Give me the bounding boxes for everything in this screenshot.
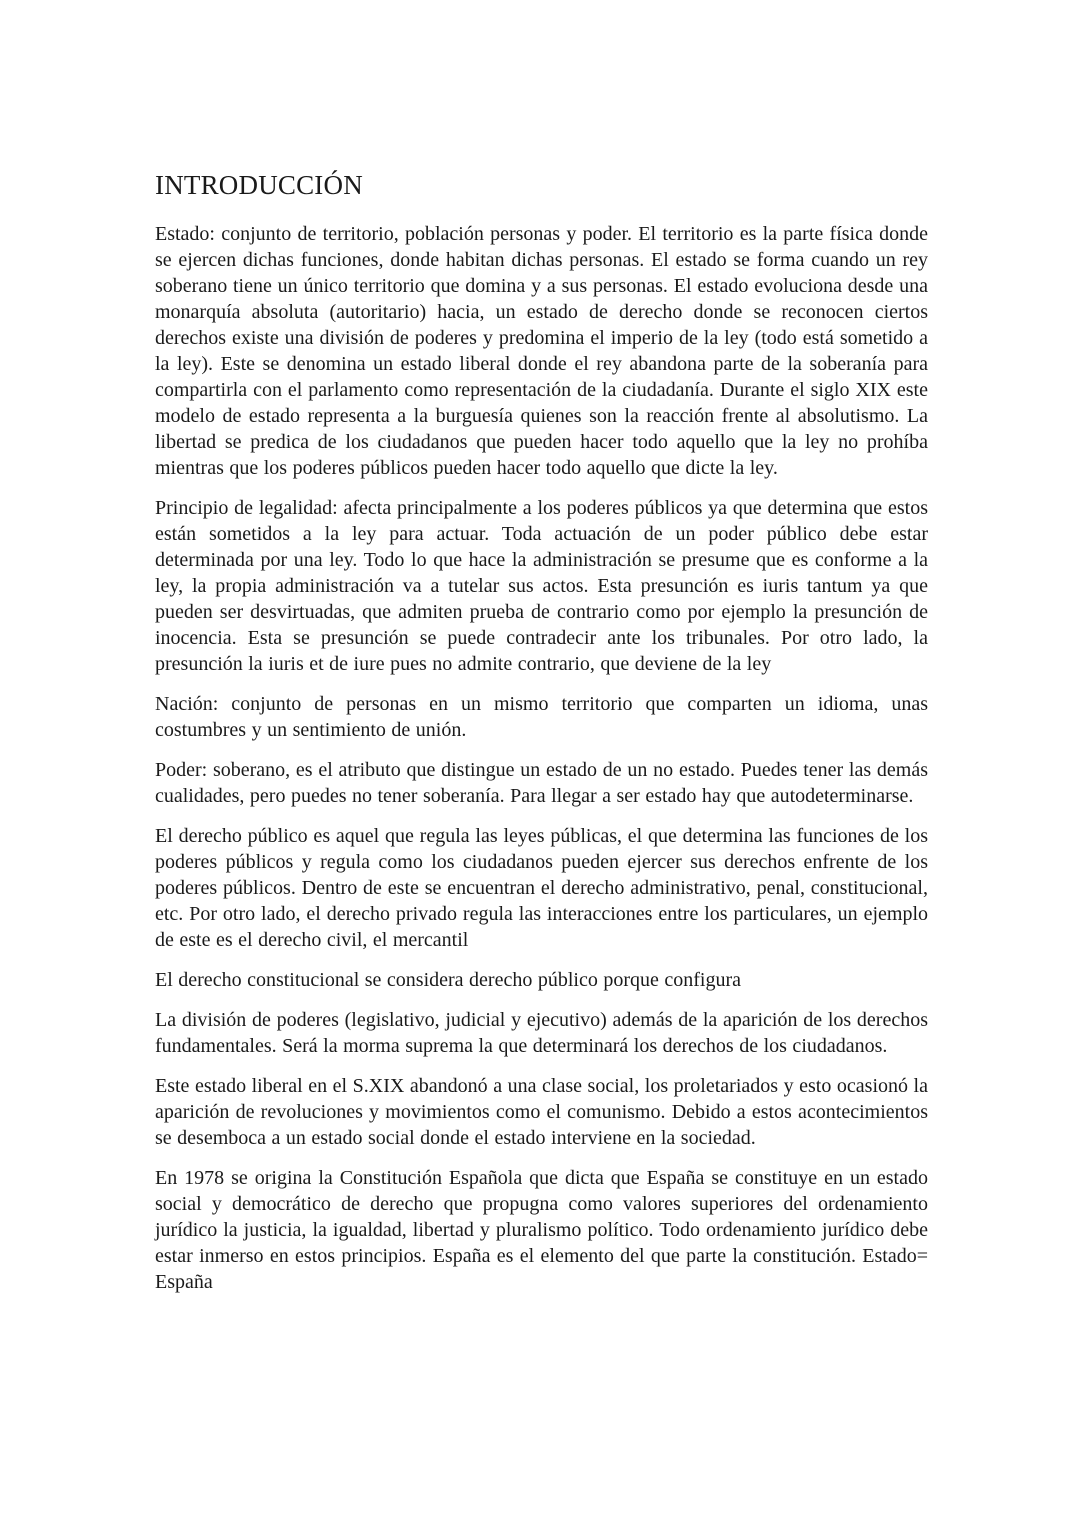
paragraph-estado: Estado: conjunto de territorio, población personas y poder. El territorio es la parte física donde se ejercen dichas funciones, donde habitan dichas personas. El estado se forma cuando un rey soberano tiene un único territorio que domina y a sus personas. El estado evoluciona desde una monarquía absoluta (autoritario) hacia, un estado de derecho donde se reconocen ciertos derechos existe una división de poderes y predomina el imperio de la ley (todo está sometido a la ley). Este se denomina un estado liberal donde el rey abandona parte de la soberanía para compartirla con el parlamento como representación de la ciudadanía. Durante el siglo XIX este modelo de estado representa a la burguesía quienes son la reacción frente al absolutismo. La libertad se predica de los ciudadanos que pueden hacer todo aquello que la ley no prohíba mientras que los poderes públicos pueden hacer todo aquello que dicte la ley. — [155, 223, 928, 480]
paragraph-constitucion-1978: En 1978 se origina la Constitución Española que dicta que España se constituye en un estado social y democrático de derecho que propugna como valores superiores del ordenamiento jurídico la justicia, la igualdad, libertad y pluralismo político. Todo ordenamiento jurídico debe estar inmerso en estos principios. España es el elemento del que parte la constitución. Estado= España — [155, 1167, 928, 1294]
paragraph-derecho-constitucional: El derecho constitucional se considera derecho público porque configura — [155, 969, 742, 992]
paragraph-poder: Poder: soberano, es el atributo que distingue un estado de un no estado. Puedes tener las demás cualidades, pero puedes no tener soberanía. Para llegar a ser estado hay que autodeterminarse. — [155, 759, 928, 808]
page-title: INTRODUCCIÓN — [155, 170, 363, 200]
paragraph-estado-liberal-sxix: Este estado liberal en el S.XIX abandonó a una clase social, los proletariados y esto ocasionó la aparición de revoluciones y movimientos como el comunismo. Debido a estos acontecimientos se desemboca a un estado social donde el estado interviene en la sociedad. — [155, 1075, 928, 1150]
paragraph-nacion: Nación: conjunto de personas en un mismo territorio que comparten un idioma, unas costumbres y un sentimiento de unión. — [155, 693, 928, 742]
document-content — [155, 170, 928, 1295]
paragraph-division-de-poderes: La división de poderes (legislativo, judicial y ejecutivo) además de la aparición de los derechos fundamentales. Será la morma suprema la que determinará los derechos de los ciudadanos. — [155, 1009, 928, 1058]
paragraph-derecho-publico: El derecho público es aquel que regula las leyes públicas, el que determina las funciones de los poderes públicos y regula como los ciudadanos pueden ejercer sus derechos enfrente de los poderes públicos. Dentro de este se encuentran el derecho administrativo, penal, constitucional, etc. Por otro lado, el derecho privado regula las interacciones entre los particulares, un ejemplo de este es el derecho civil, el mercantil — [155, 825, 928, 952]
paragraph-principio-de-legalidad: Principio de legalidad: afecta principalmente a los poderes públicos ya que determina que estos están sometidos a la ley para actuar. Toda actuación de un poder público debe estar determinada por una ley. Todo lo que hace la administración se presume que es conforme a la ley, la propia administración va a tutelar sus actos. Esta presunción es iuris tantum ya que pueden ser desvirtuadas, que admiten prueba de contrario como por ejemplo la presunción de inocencia. Esta se presunción se puede contradecir ante los tribunales. Por otro lado, la presunción la iuris et de iure pues no admite contrario, que deviene de la ley — [155, 497, 928, 676]
